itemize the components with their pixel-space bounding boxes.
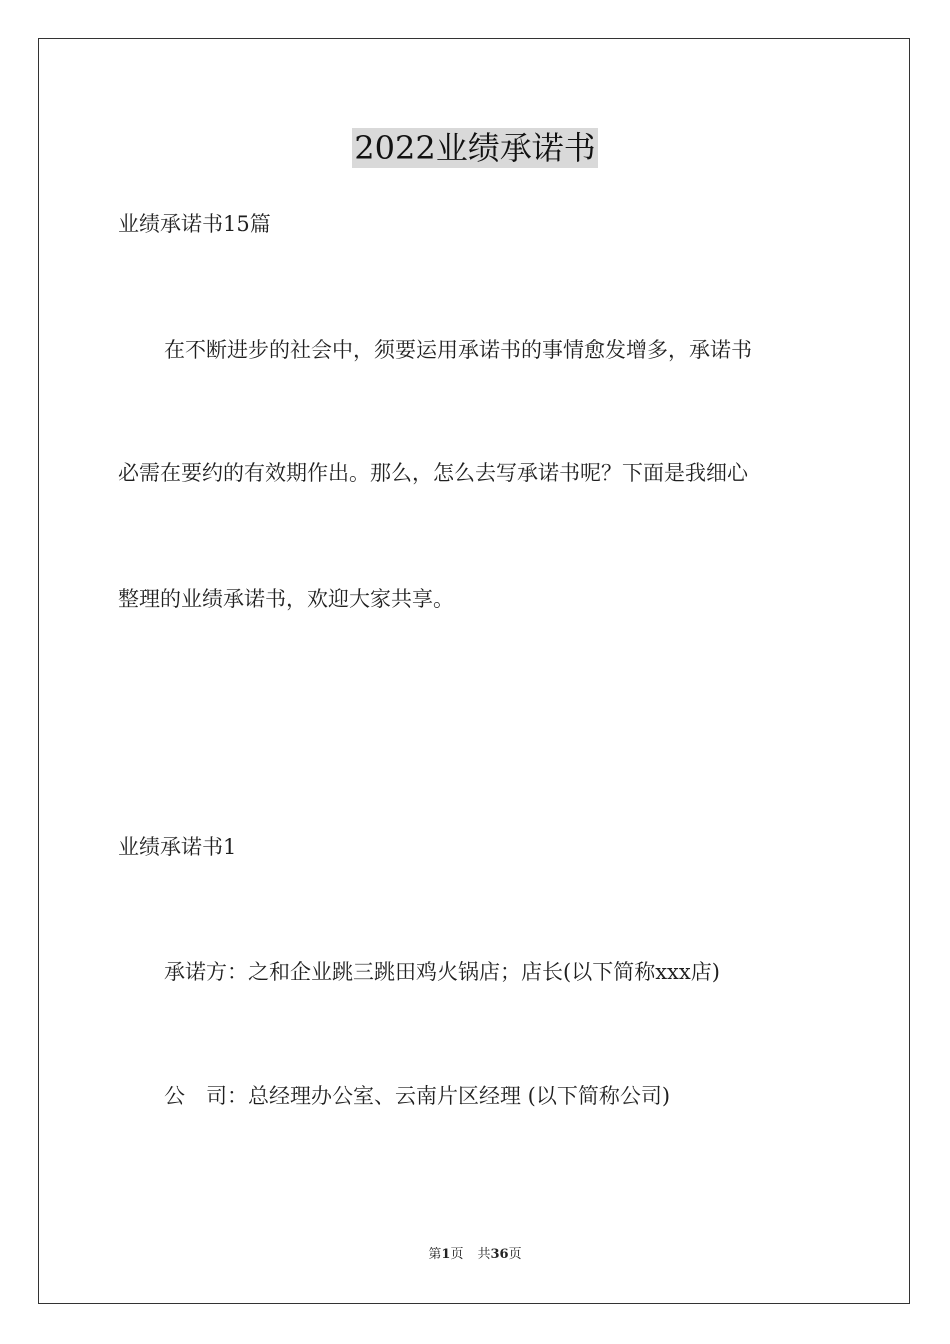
footer-total-pages: 36 — [490, 1247, 509, 1262]
intro-line-2: 必需在要约的有效期作出。那么，怎么去写承诺书呢？下面是我细心 — [118, 461, 748, 485]
footer-total-suffix: 页 — [508, 1247, 522, 1262]
footer-page-prefix: 第 — [428, 1247, 442, 1262]
intro-line-1: 在不断进步的社会中，须要运用承诺书的事情愈发增多，承诺书 — [164, 338, 752, 362]
document-subtitle: 业绩承诺书15篇 — [118, 212, 271, 236]
party-line: 承诺方：之和企业跳三跳田鸡火锅店；店长(以下简称xxx店) — [164, 960, 720, 984]
footer-page-number: 1 — [441, 1247, 451, 1262]
document-title: 2022业绩承诺书 — [354, 129, 596, 167]
section-heading: 业绩承诺书1 — [118, 835, 237, 859]
footer-total-prefix: 共 — [477, 1247, 491, 1262]
company-line: 公 司：总经理办公室、云南片区经理 (以下简称公司) — [164, 1084, 671, 1108]
intro-line-3: 整理的业绩承诺书，欢迎大家共享。 — [118, 587, 454, 611]
title-container — [0, 128, 950, 168]
page-footer — [0, 1246, 950, 1264]
footer-page-suffix: 页 — [450, 1247, 464, 1262]
